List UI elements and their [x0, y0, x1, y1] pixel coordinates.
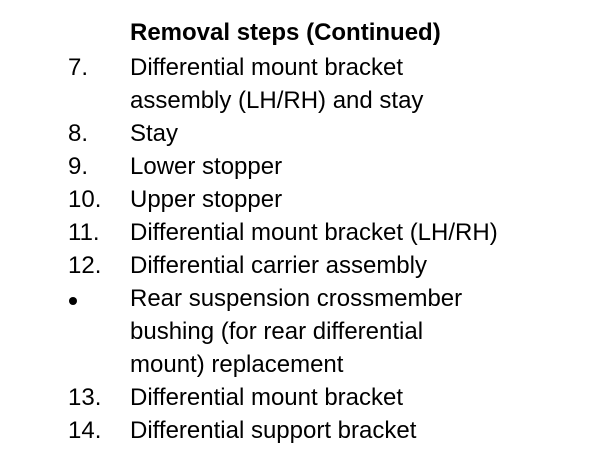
- step-text: [130, 249, 608, 282]
- step-item-bullet: [0, 282, 608, 381]
- step-bullet: [0, 282, 130, 381]
- section-title: Removal steps (Continued): [130, 19, 441, 46]
- step-text-line: mount) replacement: [130, 351, 344, 378]
- step-text-line: bushing (for rear differential: [130, 318, 424, 345]
- step-text: [130, 381, 608, 414]
- step-text-line: Differential mount bracket (LH/RH): [130, 219, 498, 246]
- step-number: 11.: [68, 219, 100, 246]
- step-item-14: [0, 414, 608, 447]
- step-number: 7.: [68, 54, 89, 81]
- step-text-line: Rear suspension crossmember: [130, 285, 463, 312]
- removal-steps-list: [0, 51, 608, 447]
- bullet-dot-icon: [69, 297, 77, 305]
- step-text: [130, 117, 608, 150]
- step-text: [130, 150, 608, 183]
- step-item-10: [0, 183, 608, 216]
- step-text-line: Stay: [130, 120, 179, 147]
- step-text: [130, 51, 608, 117]
- step-text: [130, 282, 608, 381]
- step-number: 8.: [68, 120, 89, 147]
- step-item-11: [0, 216, 608, 249]
- step-item-12: [0, 249, 608, 282]
- step-text: [130, 183, 608, 216]
- step-text: [130, 414, 608, 447]
- step-text-line: Lower stopper: [130, 153, 283, 180]
- step-item-13: [0, 381, 608, 414]
- step-item-7: [0, 51, 608, 117]
- step-text-line: Upper stopper: [130, 186, 283, 213]
- step-number: 9.: [68, 153, 89, 180]
- step-text: [130, 216, 608, 249]
- step-text-line: Differential carrier assembly: [130, 252, 427, 279]
- step-text-line: Differential support bracket: [130, 417, 417, 444]
- step-number: 10.: [68, 186, 102, 213]
- step-text-line: assembly (LH/RH) and stay: [130, 87, 424, 114]
- step-item-9: [0, 150, 608, 183]
- step-number: 12.: [68, 252, 102, 279]
- step-item-8: [0, 117, 608, 150]
- step-number: 13.: [68, 384, 102, 411]
- step-number: 14.: [68, 417, 102, 444]
- step-text-line: Differential mount bracket: [130, 384, 404, 411]
- step-text-line: Differential mount bracket: [130, 54, 404, 81]
